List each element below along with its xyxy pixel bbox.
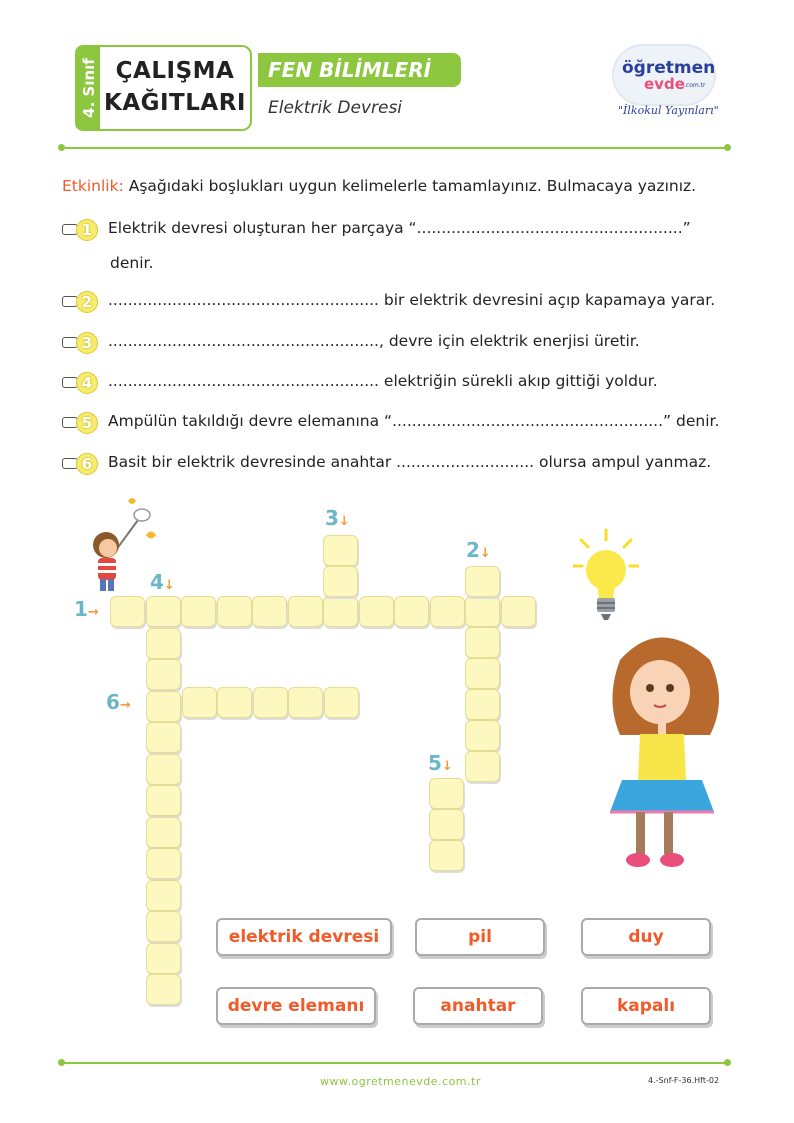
word-bank-item: duy [581, 918, 711, 956]
crossword-cell[interactable] [146, 943, 181, 974]
down-arrow-icon: ↓ [163, 578, 175, 593]
down-arrow-icon: ↓ [441, 759, 453, 774]
bulb-icon: 2 [62, 291, 102, 311]
question-text: Basit bir elektrik devresinde anahtar ............................ olursa ampul yanmaz. [108, 453, 712, 471]
topic-label: Elektrik Devresi [268, 98, 403, 118]
clue-number-3: 3↓ [325, 506, 350, 530]
crossword-cell[interactable] [181, 596, 216, 627]
logo-slogan: "İlkokul Yayınları" [618, 104, 719, 117]
crossword-cell[interactable] [465, 689, 500, 720]
crossword-cell[interactable] [146, 848, 181, 879]
logo-brand-1: öğretmen [622, 58, 716, 78]
activity-text: Aşağıdaki boşlukları uygun kelimelerle tamamlayınız. Bulmacaya yazınız. [123, 177, 697, 195]
header-divider [62, 147, 727, 149]
crossword-cell[interactable] [465, 596, 500, 627]
crossword-cell[interactable] [252, 596, 287, 627]
title-line1: ÇALIŞMA [115, 58, 235, 84]
crossword-cell[interactable] [110, 596, 145, 627]
crossword-cell[interactable] [430, 596, 465, 627]
title-box [100, 45, 252, 131]
footer-url: www.ogretmenevde.com.tr [320, 1075, 481, 1088]
crossword-cell[interactable] [146, 628, 181, 659]
word-bank-item: kapalı [581, 987, 711, 1025]
girl-illustration [602, 630, 732, 875]
publisher-logo [604, 42, 724, 128]
crossword-cell[interactable] [146, 974, 181, 1005]
crossword-cell[interactable] [146, 754, 181, 785]
crossword-cell[interactable] [146, 880, 181, 911]
crossword-cell[interactable] [323, 566, 358, 597]
title-line2: KAĞITLARI [104, 90, 246, 116]
word-bank-item: pil [415, 918, 545, 956]
right-arrow-icon: → [87, 605, 99, 620]
grade-label: 4. Sınıf [80, 58, 98, 118]
clue-number-6: 6→ [106, 690, 131, 714]
bulb-icon: 6 [62, 453, 102, 473]
bulb-icon: 3 [62, 332, 102, 352]
down-arrow-icon: ↓ [479, 546, 491, 561]
crossword-cell[interactable] [429, 778, 464, 809]
bulb-icon: 5 [62, 412, 102, 432]
crossword-cell[interactable] [288, 687, 323, 718]
crossword-cell[interactable] [323, 535, 358, 566]
question-5 [62, 411, 719, 432]
crossword-cell[interactable] [359, 596, 394, 627]
crossword-cell[interactable] [182, 687, 217, 718]
question-text: ....................................................... bir elektrik devresini açıp kapamaya yarar. [108, 291, 716, 309]
crossword-cell[interactable] [146, 691, 181, 722]
clue-number-4: 4↓ [150, 570, 175, 594]
question-2 [62, 290, 715, 311]
lightbulb-illustration [573, 528, 639, 628]
question-3 [62, 331, 640, 352]
crossword-cell[interactable] [429, 840, 464, 871]
crossword-cell[interactable] [146, 659, 181, 690]
question-text: Ampülün takıldığı devre elemanına “.......................................................” denir. [108, 412, 720, 430]
crossword-cell[interactable] [394, 596, 429, 627]
crossword-cell[interactable] [146, 596, 181, 627]
activity-label: Etkinlik: [62, 177, 124, 195]
crossword-cell[interactable] [465, 566, 500, 597]
logo-brand-2: evde [644, 75, 685, 93]
crossword-cell[interactable] [146, 817, 181, 848]
clue-number-5: 5↓ [428, 751, 453, 775]
footer-code: 4.-Snf-F-36.Hft-02 [648, 1076, 720, 1085]
subject-bar [258, 53, 461, 87]
crossword-cell[interactable] [217, 596, 252, 627]
subject-label: FEN BİLİMLERİ [268, 58, 432, 82]
question-1 [62, 218, 691, 239]
crossword-cell[interactable] [146, 911, 181, 942]
crossword-cell[interactable] [465, 658, 500, 689]
crossword-cell[interactable] [323, 596, 358, 627]
crossword-cell[interactable] [288, 596, 323, 627]
clue-number-1: 1→ [74, 597, 99, 621]
crossword-cell[interactable] [146, 785, 181, 816]
crossword-cell[interactable] [465, 627, 500, 658]
crossword-cell[interactable] [501, 596, 536, 627]
activity-instruction [62, 177, 696, 195]
clue-number-2: 2↓ [466, 538, 491, 562]
footer-divider [62, 1062, 727, 1064]
crossword-cell[interactable] [465, 720, 500, 751]
logo-domain: .com.tr [684, 82, 706, 89]
bulb-icon: 4 [62, 372, 102, 392]
question-text: ......................................................., devre için elektrik enerjisi üretir. [108, 332, 640, 350]
question-text: Elektrik devresi oluşturan her parçaya “......................................................” [108, 219, 691, 237]
question-1-continuation: denir. [110, 254, 154, 272]
crossword-cell[interactable] [146, 722, 181, 753]
question-text: ....................................................... elektriğin sürekli akıp gittiği yoldur. [108, 372, 658, 390]
down-arrow-icon: ↓ [338, 514, 350, 529]
crossword-cell[interactable] [324, 687, 359, 718]
word-bank-item: anahtar [413, 987, 543, 1025]
right-arrow-icon: → [119, 698, 131, 713]
crossword-cell[interactable] [217, 687, 252, 718]
crossword-cell[interactable] [253, 687, 288, 718]
word-bank-item: devre elemanı [216, 987, 376, 1025]
question-6 [62, 452, 711, 473]
bulb-icon: 1 [62, 219, 102, 239]
crossword-cell[interactable] [429, 809, 464, 840]
crossword-cell[interactable] [465, 751, 500, 782]
grade-tab [75, 45, 103, 131]
word-bank-item: elektrik devresi [216, 918, 392, 956]
question-4 [62, 371, 658, 392]
